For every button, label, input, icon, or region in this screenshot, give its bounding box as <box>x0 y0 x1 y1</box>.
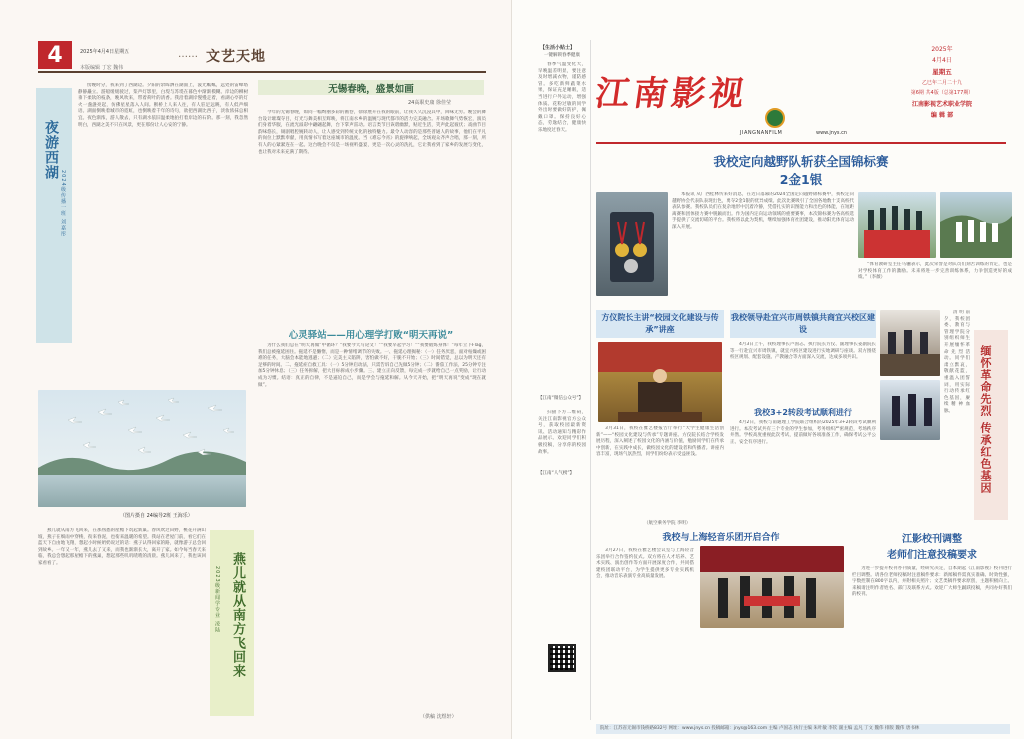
story2-photo-b <box>880 380 940 440</box>
signing-image <box>700 546 844 628</box>
issue-org: 江南影视艺术职业学院 <box>911 101 972 108</box>
story2-text: 4月3日上午，我校理事长卢国志、执行院长方仪、副理事长姜副院长等一行赴宜兴市周铁镇，就宜兴校区建设进行实地调研与座谈。双方围绕校区规划、配套设施、产教融合等方面深入交流，达成多项共识。 <box>730 342 876 361</box>
lead-text-right: “体育教研室主任马骊表示，此次荣誉是对队员们刻苦训练的肯定，也是对学校体育工作的激励。未来将进一步完善训练体系，力争创造更好的成绩。”（李薇） <box>858 262 1012 281</box>
sidebar-tip-title: 【生活小贴士】 <box>540 45 576 51</box>
footer-bar <box>596 724 1010 734</box>
sidebar-wechat-text: 扫描下方二维码，关注江南影视官方公众号，获取校园最新资讯、活动通知与精彩作品展示。欢迎同学们积极投稿，分享你的校园故事。 <box>538 410 586 455</box>
section-title: 文艺天地 <box>206 49 266 65</box>
lead-headline-line2: 2金1银 <box>779 172 823 187</box>
lead-photo-team <box>940 192 1012 258</box>
issue-lunar: 乙巳年二月二十九 <box>921 80 962 86</box>
issue-number: 第6期 共4版（总第177期） <box>910 90 974 96</box>
story3-headline: 我校3+2转段考试顺利进行 <box>754 408 852 417</box>
night-lake-text: 傍晚时分，我来到了西湖边。夕阳的余晖洒在湖面上，波光粼粼，远处的雷峰塔静静矗立。游船缓缓驶过，桨声灯影里，白堤与苏堤在暮色中渐渐模糊。岸边的柳树垂下柔软的枝条，晚风吹来，带着荷叶的清香。我沿着湖岸慢慢走着，看湖心亭的灯火一盏盏亮起，仿佛星星落入人间。断桥上人来人往，有人驻足远眺，有人低声细语。湖面倒映着城市的霓虹，也倒映着千年的诗句，欲把西湖比西子，淡妆浓抹总相宜。夜色渐浓，游人散去，只有湖水依旧温柔地拍打着岸边的石阶。那一刻，我忽然明白，西湖之美不只在风景，更在那份让人心安的宁静。 <box>78 83 248 128</box>
podium-image <box>858 192 936 258</box>
issue-date-right: 4月4日 <box>932 57 952 64</box>
masthead-logo: 江南影视 <box>592 74 751 114</box>
egret-photo-image <box>38 390 246 507</box>
night-lake-title: 夜游西湖 <box>43 120 59 180</box>
spring-gala-text: 今年的无锡春晚，如同一幅绚丽多彩的画卷，徐徐展开在我的眼前，让我久久沉浸其中，回味无穷。晚会的舞台设计璀璨夺目，灯光与舞美相互辉映，将江南水乡的温婉与现代都市的活力完美融合。开场歌舞气势恢宏，演员们身着华服，在流光溢彩中翩翩起舞，台下掌声雷动。语言类节目诙谐幽默，贴近生活，笑声此起彼伏；戏曲节目韵味悠长，锡剧唱腔婉转动人，让人感受到传统文化的独特魅力。最令人动容的是那些普通人的故事，他们在平凡的岗位上默默奉献，用真情书写着这座城市的温度。当《难忘今宵》的旋律响起，全场观众齐声合唱，那一刻，所有人的心紧紧连在一起。这台晚会不仅是一场视听盛宴，更是一次心灵的洗礼，它让我看到了家乡的发展与变化，也让我对未来充满了期待。 <box>258 110 486 155</box>
story1-text: 3月31日，我校在雅艺楼报告厅举行“大学生健康生活创新”——“校园文化建设与传承”专题讲座。方仪院长结合学校发展历程，深入阐述了校园文化的内涵与价值，勉励同学们在传承中创新，在实践中成长，做校园文化的建设者和传播者。讲座内容丰富，现场气氛热烈，同学们纷纷表示受益匪浅。 <box>596 426 724 458</box>
lead-headline: 我校定向越野队斩获全国锦标赛 <box>713 154 889 169</box>
story4-text: 3月27日，我校在雅艺楼会议室与上海轻音乐团举行合作签约仪式。双方将在人才培养、艺术实践、演出创作等方面开展深度合作，共同搭建校团联动平台，为学生提供更多专业实践机会，推动音乐表演专业高质量发展。 <box>596 548 694 580</box>
story5-text: 为进一步提升校刊办刊质量，经研究决定，自本期起《江南影视》校刊进行栏目调整。请各位老师投稿时注意稿件要求：新闻稿件需真实准确、时效性强，字数控制在800字以内，并附相关照片；文艺类稿件要求原创，主题积极向上。来稿请注明作者姓名、部门及联系方式。欢迎广大师生踊跃投稿，共同办好我们的校刊。 <box>852 566 1012 598</box>
issue-info <box>882 44 1002 119</box>
story4-photo <box>700 546 844 628</box>
lead-photo-podium <box>858 192 936 258</box>
egret-photo <box>38 390 246 507</box>
swallow-author: 2023级新闻学专业 凌陆 <box>214 566 220 634</box>
swallow-text: 燕儿就从南方飞回来，在那熟悉的屋檐下筑起新巢。春风吹过田野，桃花开满山坡，燕子在细雨中穿梭，衔来春泥，也衔来温暖的希望。我站在老屋门前，看它们在蓝天下自由地飞翔，想起小时候奶奶说过的话：燕子认得回家的路，就像游子总会回到故乡。一年又一年，燕儿去了又来，而我也渐渐长大，离开了家。如今每当春天来临，我总会想起那屋檐下的燕巢，想起那些叽叽喳喳的清晨。燕儿回来了，我也该回家看看了。 <box>38 528 206 566</box>
issue-year: 2025年 <box>931 46 953 53</box>
psych-headline: 心灵驿站——用心理学打败“明天再说” <box>288 330 454 341</box>
photo-caption: （图片摄自 24编导2班 王海乐） <box>120 513 193 519</box>
spring-gala-headline-bar <box>258 80 484 95</box>
site-url: www.jnys.cn <box>816 130 848 136</box>
spring-gala-byline: 24高职史康 徐佳莹 <box>408 100 451 106</box>
story2-headline-text: 我校领导赴宜兴市周铁镇共商宜兴校区建设 <box>731 313 875 334</box>
story3-text: 4月2日，我校与南通理工学院联合组织的2025年3+2转段考试顺利进行。本次考试共有三个专业的学生参加，考务组织严密规范，考场秩序井然。学校高度重视此次考试，提前做好各项准备工作，确保考试公平公正、安全有序进行。 <box>730 420 876 445</box>
story5-headline-line2: 老师们注意投稿要求 <box>887 550 977 561</box>
section-dots: …… <box>178 49 198 60</box>
memorial-text: 清明前夕，我校团委、教育与管理学院分别组织师生开展缅怀革命先烈活动。同学们肃立默哀，敬献花篮，重温入团誓词，用实际行动传承红色基因，赓续精神血脉。 <box>944 310 970 414</box>
page-number: 4 <box>38 41 72 69</box>
lead-photo-medals <box>596 192 668 296</box>
lecture-image <box>598 342 722 422</box>
psych-text: 为什么我们总在“明天再做”中循环？“我要今天写论文！”“我要早起学习！”“我要锻炼身体！”每年立下Flag，我们总被拖延困住。拖延不是懒惰，而是一种情绪调节的失败。一、拖延心理揭秘：（一）任务厌恶，面对枯燥或困难的任务，大脑会本能地逃避；（二）完美主义陷阱，害怕做不好，干脆不开始；（三）时间错觉，总以为明天还有足够的时间。二、拖延症自救工具：（一）5分钟启动法，只需告诉自己先做5分钟；（二）番茄工作法，25分钟专注加5分钟休息；（三）任务拆解，把大目标拆成小步骤。三、建立正向反馈，每完成一步就给自己一点奖励，让行动成为习惯。结语：真正的自律，不是逼迫自己，而是学会与拖延和解。从今天开始，把“明天再说”变成“现在就做”。 <box>258 343 486 388</box>
medals-image <box>596 192 668 296</box>
meeting-image <box>880 310 940 376</box>
story1-headline <box>596 310 724 338</box>
lead-text: 本报讯 从广西桂林传来好消息，在近日落幕的2024全国定向越野锦标赛中，我校定向越野协会代表队表现出色，勇夺2金1银的优异成绩。此次比赛吸引了全国各地数十支高校代表队参赛。我校队员们在复杂地形中沉着冷静，凭借扎实的识图能力和出色的体能，在短距离赛和团体接力赛中脱颖而出。作为国内定向运动领域的重要赛事，本次锦标赛为各高校选手提供了交流切磋的平台。我校将以此为契机，继续加强体育社团建设，推动阳光体育运动深入开展。 <box>672 192 854 230</box>
sidebar-tip-text: 春季气温变化大，早晚温差明显，要注意及时增减衣物，谨防感冒。多吃新鲜蔬菜水果，保证充足睡眠，适当进行户外运动，增强体质。花粉过敏的同学外出时要做好防护，佩戴口罩。保持良好心态，劳逸结合，健康快乐地度过春天。 <box>538 62 586 133</box>
masthead-rule <box>596 142 1006 144</box>
right-page <box>512 0 1024 739</box>
story2-headline <box>730 310 876 338</box>
team-image <box>940 192 1012 258</box>
issue-dept: 编 辑 部 <box>930 112 954 119</box>
story5-headline: 江影校刊调整 <box>902 534 962 545</box>
story1-footer: （航空乘务学院 李明） <box>644 521 691 526</box>
site-en: JIANGNANFILM <box>740 130 783 136</box>
issue-date: 2025年4月4日星期五 <box>80 49 130 55</box>
visit-image <box>880 380 940 440</box>
footer-text: 院址：江苏省无锡市钱桥路832号 网址：www.jnys.cn 投稿邮箱：jnys@163.com 主编 卢国志 执行主编 朱叶敏 李钦 副主编 孟凡 丁文 魏伟 排版 魏伟 唐书林 <box>600 726 920 731</box>
story1-headline-text: 方仪院长主讲“校园文化建设与传承”讲座 <box>601 313 719 334</box>
spring-gala-headline: 无锡春晚，盛景如画 <box>328 83 414 95</box>
qr-code <box>548 644 576 672</box>
swallow-title: 燕儿就从南方飞回来 <box>230 552 245 678</box>
story1-photo <box>598 342 722 422</box>
issue-weekday: 星期五 <box>932 68 952 76</box>
sidebar-popular-title: 【江南“人气榜”】 <box>538 471 575 476</box>
sidebar-rule <box>590 40 591 720</box>
sidebar-tip-subtitle: 一键解锁春季健康 <box>544 53 580 58</box>
psych-footer: （供稿 沈煜轩） <box>420 714 457 720</box>
memorial-title: 缅怀革命先烈 传承红色基因 <box>979 345 992 494</box>
sidebar-wechat-title: 【江南“微信公众号”】 <box>538 396 584 401</box>
header-rule <box>38 71 486 73</box>
school-emblem-icon <box>765 108 785 128</box>
page-editors: 本版编辑 丁宏 魏伟 <box>80 65 124 71</box>
story2-photo-a <box>880 310 940 376</box>
story4-headline: 我校与上海轻音乐团开启合作 <box>662 533 780 543</box>
night-lake-author: 2024级传播一班 刘嘉彤 <box>60 170 66 238</box>
